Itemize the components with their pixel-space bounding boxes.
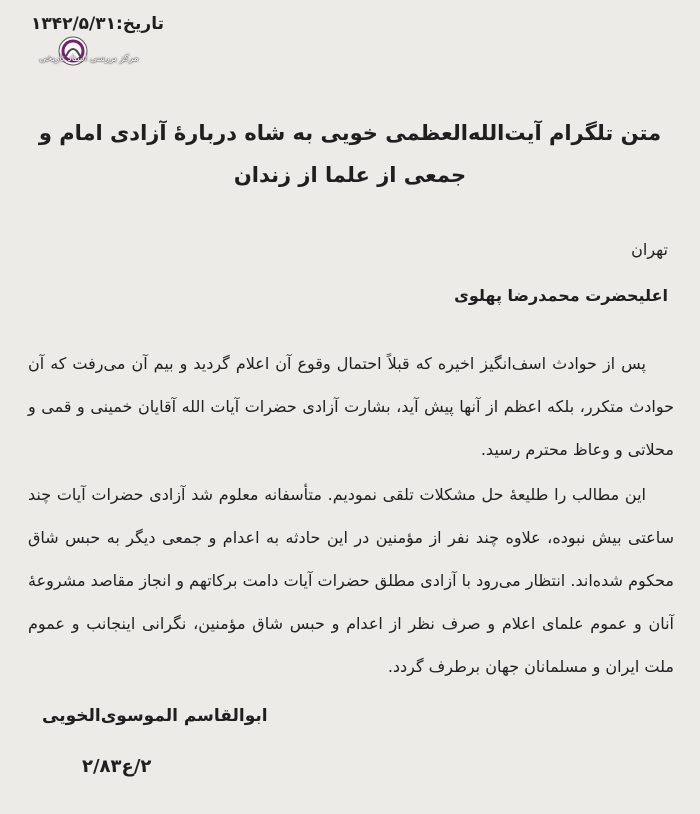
place-name: تهران xyxy=(631,240,668,259)
date-label: تاریخ: xyxy=(116,14,164,34)
signature-date: ۲/ع۲/۸۳ xyxy=(82,756,152,777)
recipient-name: اعلیحضرت محمدرضا پهلوی xyxy=(454,286,668,305)
archive-name: مرکز بررسی اسناد تاریخی xyxy=(39,54,139,64)
document-title: متن تلگرام آیت‌الله‌العظمی خویی به شاه دربارهٔ آزادی امام و جمعی از علما از زندان xyxy=(38,121,662,187)
signature: ابوالقاسم الموسوی‌الخویی xyxy=(42,706,268,726)
date-stamp xyxy=(31,14,164,34)
body-paragraph: پس از حوادث اسف‌انگیز اخیره که قبلاً احتمال وقوع آن اعلام گردید و بیم آن می‌رفت که آن حوادث متکرر، بلکه اعظم از آنها پیش آید، بشارت آزادی حضرات آیات الله آقایان خمینی و قمی و محلاتی و وعاظ محترم رسید. xyxy=(28,354,674,459)
document-header xyxy=(14,14,164,76)
date-value: ۱۳۴۲/۵/۳۱ xyxy=(30,14,116,34)
body-paragraph: این مطالب را طلیعهٔ حل مشکلات تلقی نمودیم. متأسفانه معلوم شد آزادی حضرات آیات چند ساعتی بیش نبوده، علاوه چند نفر از مؤمنین در این حادثه به اعدام و جمعی دیگر به حبس شاق محکوم شده‌اند. انتظار می‌رود با آزادی مطلق حضرات آیات دامت برکاتهم و انجاز مقاصد مشروعهٔ آنان و عموم علمای اعلام و صرف نظر از اعدام و حبس شاق مؤمنین، نگرانی اینجانب و عموم ملت ایران و مسلمانان جهان برطرف گردد. xyxy=(28,485,674,676)
telegram-body xyxy=(28,342,674,688)
